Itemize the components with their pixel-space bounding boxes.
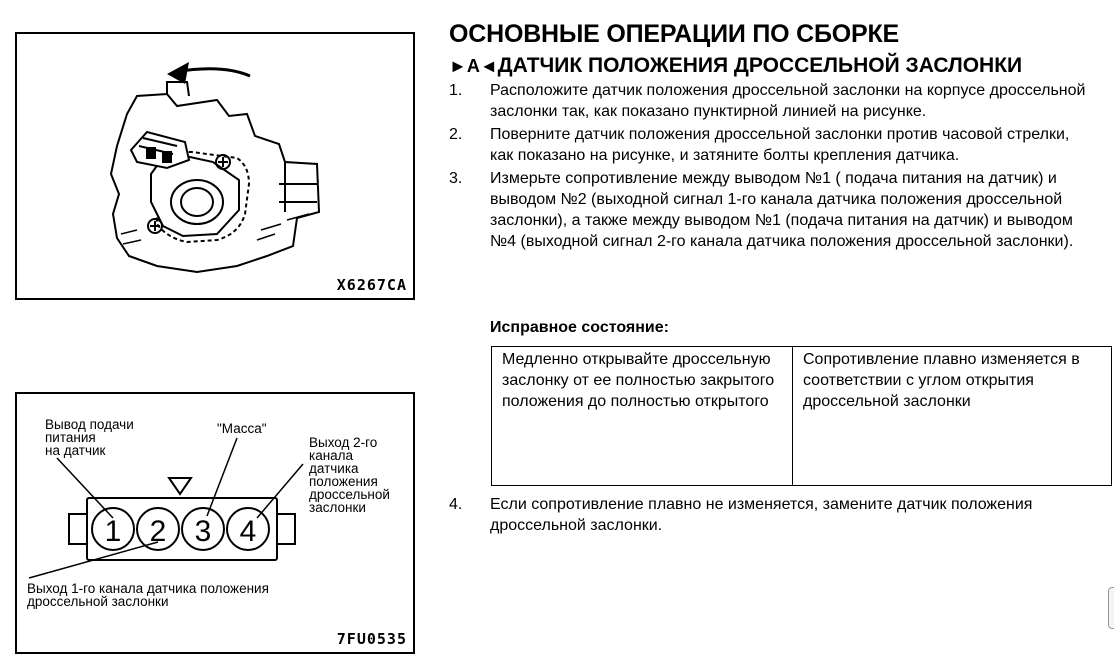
list-item	[449, 124, 1089, 166]
steps-list	[449, 80, 1089, 252]
condition-label: Исправное состояние:	[490, 319, 669, 336]
connector-figure	[15, 392, 415, 654]
power-pin-label: Вывод подачи питания на датчик	[45, 417, 134, 458]
list-item	[449, 80, 1089, 122]
step-number: 4.	[449, 496, 463, 513]
ground-pin-label: "Масса"	[217, 421, 267, 436]
key-triangle-icon	[169, 478, 191, 494]
section-subtitle-text: ДАТЧИК ПОЛОЖЕНИЯ ДРОССЕЛЬНОЙ ЗАСЛОНКИ	[497, 54, 1023, 77]
figure-id: 7FU0535	[336, 630, 407, 648]
table-row	[492, 347, 1112, 486]
pin-4: 4	[239, 515, 257, 548]
throttle-body-drawing	[17, 34, 413, 298]
condition-table	[491, 346, 1112, 486]
step-text: Расположите датчик положения дроссельной заслонки на корпусе дроссельной заслонки так, как показано пунктирной линией на рисунке.	[490, 82, 1086, 120]
pin-1: 1	[104, 515, 122, 548]
section-marker: ►A◄	[449, 56, 498, 76]
pin-3: 3	[194, 515, 212, 548]
step-text: Измерьте сопротивление между выводом №1 ( подача питания на датчик) и выводом №2 (выходной сигнал 1-го канала датчика положения дроссельной заслонки), а также между выводом №1 (подача питания на датчик) и выводом №4 (выходной сигнал 2-го канала датчика положения дроссельной заслонки).	[490, 170, 1074, 250]
pin-2: 2	[149, 515, 167, 548]
output2-pin-label: Выход 2-го канала датчика положения дроссельной заслонки	[309, 435, 390, 515]
step-number: 2.	[449, 126, 463, 143]
section-subtitle	[449, 54, 1022, 78]
sensor-figure	[15, 32, 415, 300]
scroll-handle[interactable]	[1108, 587, 1114, 629]
list-item	[449, 494, 1089, 536]
step-text: Поверните датчик положения дроссельной заслонки против часовой стрелки, как показано на рисунке, и затяните болты крепления датчика.	[490, 126, 1070, 164]
figure-id: X6267CA	[336, 276, 407, 294]
output1-pin-label: Выход 1-го канала датчика положения дроссельной заслонки	[27, 581, 269, 609]
condition-result: Сопротивление плавно изменяется в соответствии с углом открытия дроссельной заслонки	[793, 347, 1112, 486]
condition-action: Медленно открывайте дроссельную заслонку от ее полностью закрытого положения до полностью открытого	[492, 347, 793, 486]
step-number: 1.	[449, 82, 463, 99]
step-number: 3.	[449, 170, 463, 187]
step-4	[449, 494, 1089, 536]
list-item	[449, 168, 1089, 252]
step-text: Если сопротивление плавно не изменяется, замените датчик положения дроссельной заслонки.	[490, 496, 1033, 534]
page-title: ОСНОВНЫЕ ОПЕРАЦИИ ПО СБОРКЕ	[449, 20, 900, 48]
